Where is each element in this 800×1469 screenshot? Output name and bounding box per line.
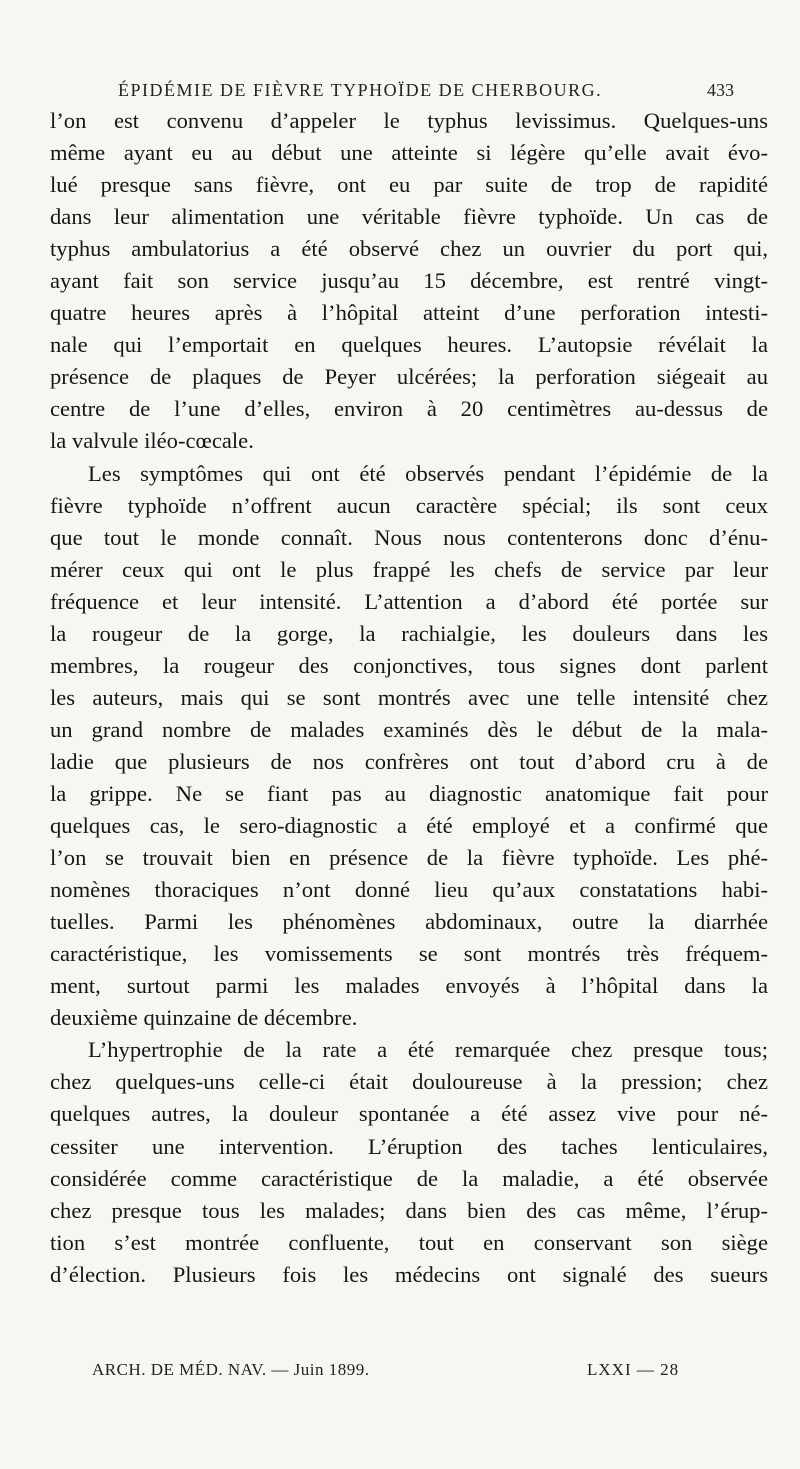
text-line: typhus ambulatorius a été observé chez un ouvrier du port qui, [50, 236, 768, 262]
running-title: ÉPIDÉMIE DE FIÈVRE TYPHOÏDE DE CHERBOURG. [118, 80, 603, 100]
text-line: chez quelques-uns celle-ci était douloureuse à la pression; chez [50, 1069, 768, 1095]
text-line: quelques autres, la douleur spontanée a été assez vive pour né- [50, 1101, 768, 1127]
text-line: la valvule iléo-cœcale. [50, 428, 254, 454]
text-line: la rougeur de la gorge, la rachialgie, les douleurs dans les [50, 620, 768, 646]
text-line: chez presque tous les malades; dans bien des cas même, l’érup- [50, 1197, 768, 1223]
text-line: mérer ceux qui ont le plus frappé les chefs de service par leur [50, 556, 768, 582]
text-line: Les symptômes qui ont été observés pendant l’épidémie de la [88, 460, 768, 486]
text-line: L’hypertrophie de la rate a été remarquée chez presque tous; [88, 1037, 768, 1063]
text-line: ayant fait son service jusqu’au 15 décembre, est rentré vingt- [50, 268, 768, 294]
text-line: ment, surtout parmi les malades envoyés à l’hôpital dans la [50, 973, 768, 999]
text-line: nomènes thoraciques n’ont donné lieu qu’aux constatations habi- [50, 877, 768, 903]
text-line: que tout le monde connaît. Nous nous contenterons donc d’énu- [50, 524, 768, 550]
text-line: centre de l’une d’elles, environ à 20 centimètres au-dessus de [50, 396, 768, 422]
text-line: présence de plaques de Peyer ulcérées; la perforation siégeait au [50, 364, 768, 390]
text-line: cessiter une intervention. L’éruption des taches lenticulaires, [50, 1133, 768, 1159]
text-line: dans leur alimentation une véritable fièvre typhoïde. Un cas de [50, 204, 768, 230]
text-line: quatre heures après à l’hôpital atteint d’une perforation intesti- [50, 300, 768, 326]
body-text [50, 105, 768, 1291]
text-line: ladie que plusieurs de nos confrères ont tout d’abord cru à de [50, 748, 768, 774]
text-line: caractéristique, les vomissements se sont montrés très fréquem- [50, 941, 768, 967]
text-line: fièvre typhoïde n’offrent aucun caractère spécial; ils sont ceux [50, 492, 768, 518]
text-line: les auteurs, mais qui se sont montrés avec une telle intensité chez [50, 684, 768, 710]
text-line: la grippe. Ne se fiant pas au diagnostic anatomique fait pour [50, 780, 768, 806]
text-line: fréquence et leur intensité. L’attention a d’abord été portée sur [50, 588, 768, 614]
text-line: lué presque sans fièvre, ont eu par suite de trop de rapidité [50, 172, 768, 198]
signature-mark: LXXI — 28 [587, 1360, 680, 1379]
text-line: l’on se trouvait bien en présence de la fièvre typhoïde. Les phé- [50, 845, 768, 871]
text-line: considérée comme caractéristique de la maladie, a été observée [50, 1165, 768, 1191]
text-line: tuelles. Parmi les phénomènes abdominaux, outre la diarrhée [50, 909, 768, 935]
text-line: nale qui l’emportait en quelques heures. L’autopsie révélait la [50, 332, 768, 358]
text-line: membres, la rougeur des conjonctives, tous signes dont parlent [50, 652, 768, 678]
page-number: 433 [707, 80, 734, 100]
text-line: tion s’est montrée confluente, tout en conservant son siège [50, 1229, 768, 1255]
text-line: l’on est convenu d’appeler le typhus levissimus. Quelques-uns [50, 108, 768, 133]
text-line: deuxième quinzaine de décembre. [50, 1005, 358, 1031]
page-footer [92, 1360, 782, 1384]
text-line: d’élection. Plusieurs fois les médecins ont signalé des sueurs [50, 1261, 768, 1287]
text-line: un grand nombre de malades examinés dès le début de la mala- [50, 716, 768, 742]
text-line: même ayant eu au début une atteinte si légère qu’elle avait évo- [50, 140, 768, 166]
journal-citation: ARCH. DE MÉD. NAV. — Juin 1899. [92, 1360, 370, 1379]
text-line: quelques cas, le sero-diagnostic a été employé et a confirmé que [50, 813, 768, 839]
